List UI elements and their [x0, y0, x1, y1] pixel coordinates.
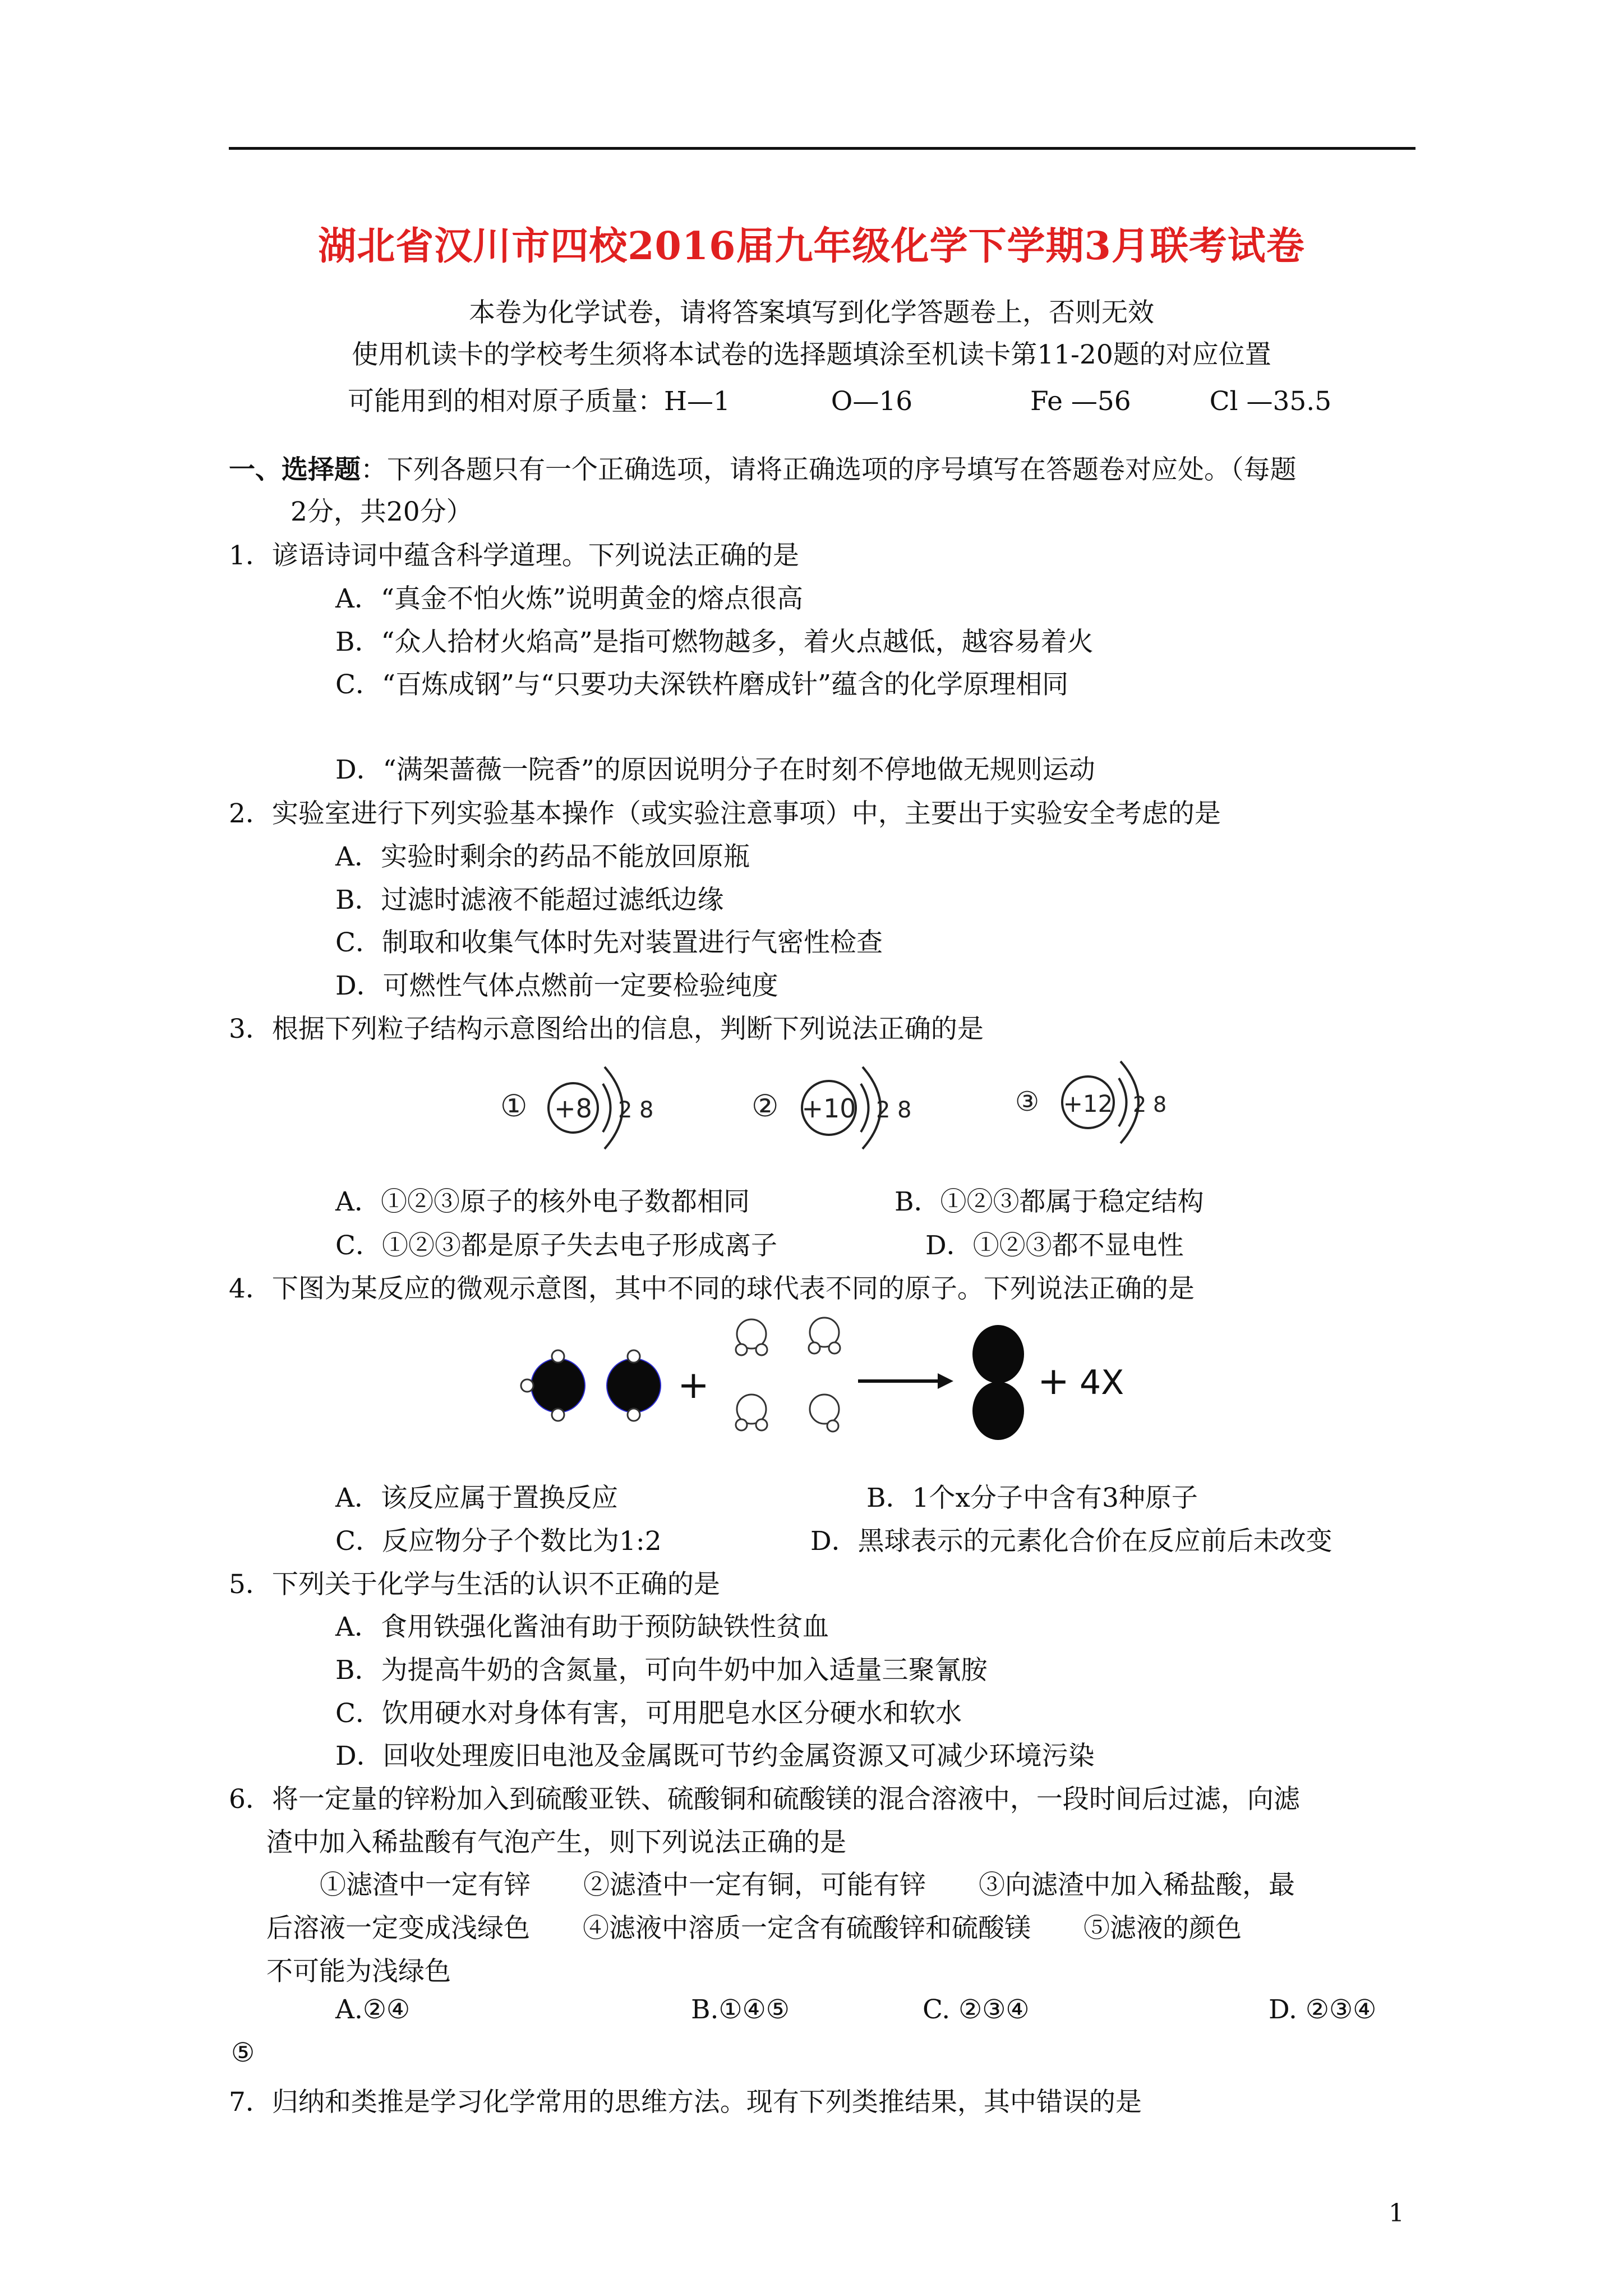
particle-1-shell-2: 8 — [639, 1097, 654, 1123]
particle-1-shell-1: 2 — [618, 1097, 633, 1123]
reaction-diagram — [510, 1307, 1155, 1458]
q5-option-d: D．回收处理废旧电池及金属既可节约金属资源又可减少环境污染 — [335, 1741, 1095, 1772]
atomic-mass-h: H—1 — [664, 386, 730, 417]
q3-option-d: D．①②③都不显电性 — [925, 1230, 1184, 1261]
atomic-mass-cl: Cl —35.5 — [1209, 386, 1332, 417]
page-title: 湖北省汉川市四校2016届九年级化学下学期3月联考试卷 — [318, 224, 1305, 269]
particle-3-index: ③ — [1015, 1086, 1040, 1117]
reaction-arrow — [858, 1373, 953, 1389]
q2-option-c: C．制取和收集气体时先对装置进行气密性检查 — [335, 927, 883, 958]
particle-2 — [751, 1067, 911, 1149]
note-2: 使用机读卡的学校考生须将本试卷的选择题填涂至机读卡第11-20题的对应位置 — [352, 339, 1271, 370]
q6-option-c: C. ②③④ — [923, 1994, 1030, 2025]
q6-option-d: D. ②③④ — [1269, 1994, 1377, 2025]
section-1-heading — [229, 449, 1297, 486]
particle-structure-diagrams — [494, 1049, 1223, 1156]
particle-1-nucleus: +8 — [554, 1093, 592, 1124]
q3-stem: 3．根据下列粒子结构示意图给出的信息，判断下列说法正确的是 — [229, 1014, 984, 1045]
product-4x-label: 4X — [1080, 1363, 1124, 1402]
particle-3-nucleus: +12 — [1063, 1090, 1113, 1117]
atomic-mass-line — [348, 380, 1331, 418]
q1-option-b: B．“众人拾材火焰高”是指可燃物越多，着火点越低，越容易着火 — [335, 627, 1094, 657]
q3-option-b: B．①②③都属于稳定结构 — [895, 1186, 1204, 1217]
q4-option-c: C．反应物分子个数比为1:2 — [335, 1526, 662, 1557]
atomic-mass-o: O—16 — [831, 386, 913, 417]
q6-statements-line-3: 不可能为浅绿色 — [266, 1956, 451, 1987]
q6-option-b: B.①④⑤ — [691, 1994, 790, 2025]
particle-3 — [1015, 1061, 1166, 1143]
page-number: 1 — [1389, 2199, 1404, 2228]
q1-option-c: C．“百炼成钢”与“只要功夫深铁杵磨成针”蕴含的化学原理相同 — [335, 669, 1069, 700]
q2-option-d: D．可燃性气体点燃前一定要检验纯度 — [335, 970, 778, 1001]
particle-1 — [500, 1067, 653, 1149]
q3-option-c: C．①②③都是原子失去电子形成离子 — [335, 1230, 777, 1261]
q6-option-a: A.②④ — [335, 1994, 411, 2025]
note-1: 本卷为化学试卷，请将答案填写到化学答题卷上，否则无效 — [469, 297, 1154, 328]
section-1-text: ：下列各题只有一个正确选项，请将正确选项的序号填写在答题卷对应处。（每题 — [361, 454, 1297, 485]
q4-stem: 4．下图为某反应的微观示意图，其中不同的球代表不同的原子。下列说法正确的是 — [229, 1273, 1195, 1304]
q1-option-d: D．“满架蔷薇一院香”的原因说明分子在时刻不停地做无规则运动 — [335, 754, 1095, 785]
section-1-label: 一、选择题 — [229, 454, 361, 485]
q3-option-a: A．①②③原子的核外电子数都相同 — [335, 1186, 750, 1217]
q2-option-b: B．过滤时滤液不能超过滤纸边缘 — [335, 885, 724, 915]
q5-option-a: A．食用铁强化酱油有助于预防缺铁性贫血 — [335, 1612, 829, 1642]
particle-2-index: ② — [751, 1088, 779, 1124]
plus-sign-2: + — [1038, 1359, 1069, 1404]
q6-statements-line-1: ①滤渣中一定有锌 ②滤渣中一定有铜，可能有锌 ③向滤渣中加入稀盐酸，最 — [320, 1870, 1295, 1901]
atomic-mass-label: 可能用到的相对原子质量： — [348, 386, 664, 417]
header-rule — [229, 147, 1415, 150]
q5-stem: 5．下列关于化学与生活的认识不正确的是 — [229, 1569, 720, 1600]
product-molecule — [972, 1325, 1024, 1440]
q6-stem-line-1: 6．将一定量的锌粉加入到硫酸亚铁、硫酸铜和硫酸镁的混合溶液中，一段时间后过滤，向滤 — [229, 1784, 1300, 1815]
q6-statements-line-2: 后溶液一定变成浅绿色 ④滤液中溶质一定含有硫酸锌和硫酸镁 ⑤滤液的颜色 — [266, 1913, 1242, 1944]
q2-option-a: A．实验时剩余的药品不能放回原瓶 — [335, 841, 750, 872]
reactant-molecule-1 — [521, 1350, 585, 1421]
q6-stem-line-2: 渣中加入稀盐酸有气泡产生，则下列说法正确的是 — [266, 1827, 846, 1858]
q1-option-a: A．“真金不怕火炼”说明黄金的熔点很高 — [335, 583, 803, 614]
particle-1-index: ① — [500, 1088, 528, 1124]
q5-option-b: B．为提高牛奶的含氮量，可向牛奶中加入适量三聚氰胺 — [335, 1655, 988, 1686]
reactant-molecules-diatomic — [736, 1318, 840, 1432]
q4-option-a: A．该反应属于置换反应 — [335, 1483, 618, 1513]
q7-stem: 7．归纳和类推是学习化学常用的思维方法。现有下列类推结果，其中错误的是 — [229, 2087, 1142, 2118]
particle-2-shell-2: 8 — [897, 1097, 912, 1123]
particle-2-shell-1: 2 — [876, 1097, 891, 1123]
q6-option-d-continued: ⑤ — [231, 2037, 255, 2068]
atomic-mass-fe: Fe —56 — [1030, 386, 1131, 417]
q4-option-b: B．1个x分子中含有3种原子 — [866, 1483, 1198, 1513]
plus-sign-1: + — [677, 1363, 709, 1407]
section-1-score: 2分，共20分） — [291, 496, 473, 527]
q2-stem: 2．实验室进行下列实验基本操作（或实验注意事项）中，主要出于实验安全考虑的是 — [229, 798, 1221, 829]
particle-2-nucleus: +10 — [801, 1093, 856, 1124]
particle-3-shell-2: 8 — [1153, 1092, 1167, 1117]
reactant-molecule-2 — [607, 1350, 661, 1421]
q1-stem: 1．谚语诗词中蕴含科学道理。下列说法正确的是 — [229, 540, 799, 571]
particle-3-shell-1: 2 — [1133, 1092, 1147, 1117]
q4-option-d: D．黑球表示的元素化合价在反应前后未改变 — [810, 1526, 1332, 1557]
q5-option-c: C．饮用硬水对身体有害，可用肥皂水区分硬水和软水 — [335, 1698, 962, 1729]
